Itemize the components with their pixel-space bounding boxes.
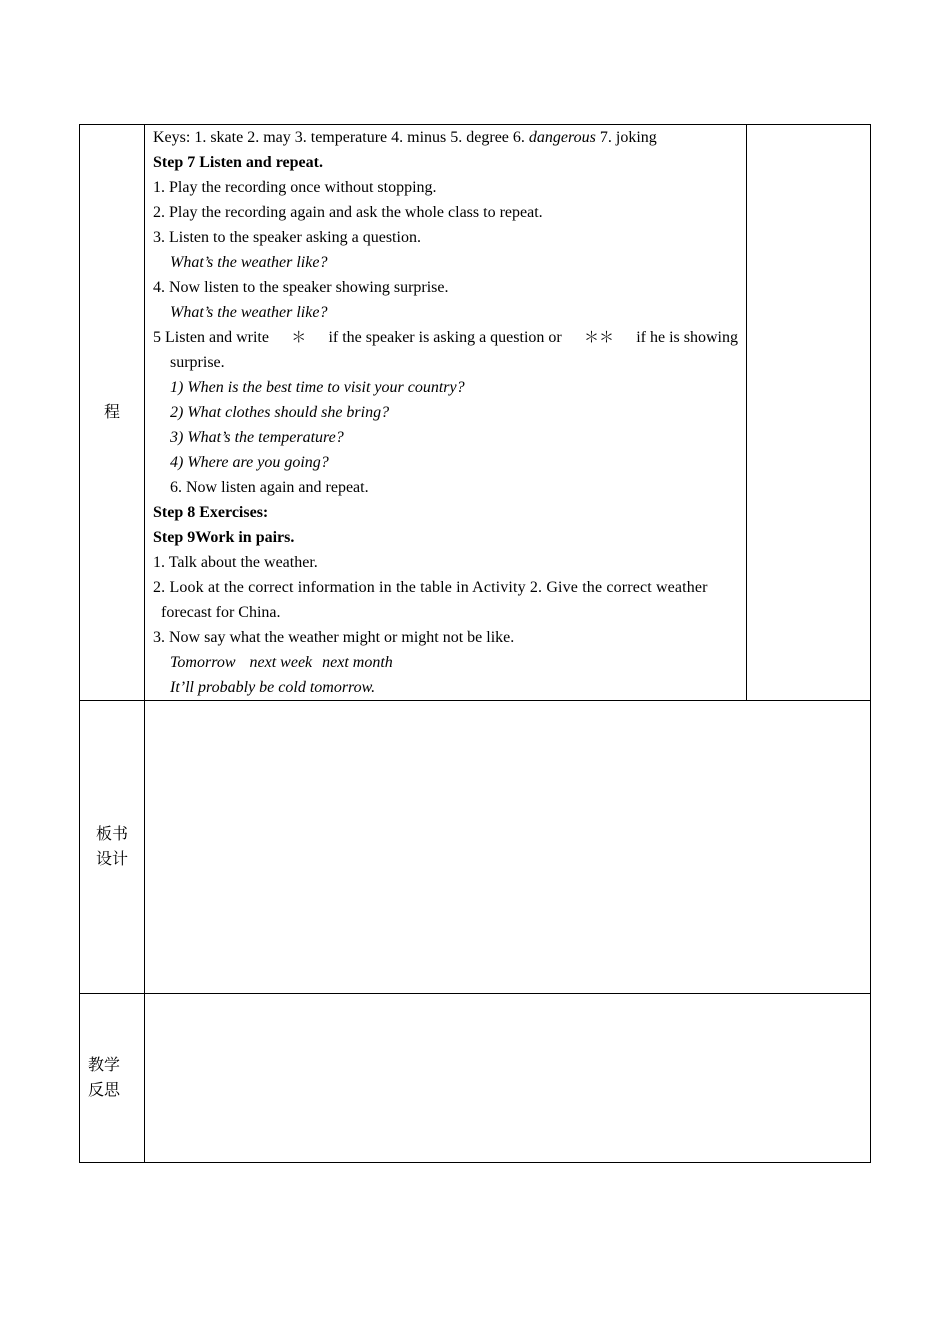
board-design-label-cell [80,701,145,994]
step7-heading: Step 7 Listen and repeat. [153,154,323,171]
question-4: 4) Where are you going? [170,454,329,471]
reflect-label-line2: 反思 [88,1082,121,1099]
lesson-plan-table [79,124,871,1163]
time-next-month: next month [322,654,393,671]
time-expressions [153,650,738,675]
step9-item-3: 3. Now say what the weather might or might not be like. [153,629,515,646]
board-design-row [80,701,871,994]
step7-item-1: 1. Play the recording once without stopping. [153,179,437,196]
step9-item-2-cont: forecast for China. [161,604,281,621]
double-star-icon: ＊＊ [583,328,614,346]
reflection-label [88,1053,120,1103]
keys-italic: dangerous [528,129,596,146]
step7-item-3-example: What’s the weather like? [170,254,328,271]
reflection-row [80,994,871,1163]
reflect-label-line1: 教学 [88,1057,121,1074]
keys-prefix: Keys: 1. skate 2. may 3. temperature 4. minus 5. degree 6. [153,129,529,146]
step7-item-5 [153,325,738,350]
process-label-cell [80,125,145,701]
step9-heading: Step 9Work in pairs. [153,529,295,546]
keys-line [153,125,738,150]
reflection-label-cell [80,994,145,1163]
example-sentence: It’ll probably be cold tomorrow. [170,679,376,696]
question-3: 3) What’s the temperature? [170,429,344,446]
reflection-content-cell [145,994,871,1163]
process-row [80,125,871,701]
step7-item-6: 6. Now listen again and repeat. [170,479,369,496]
step7-item-4: 4. Now listen to the speaker showing surprise. [153,279,449,296]
step9-item-2: 2. Look at the correct information in the table in Activity 2. Give the correct weather [153,579,708,596]
process-remarks-cell [747,125,871,701]
single-star-icon: ＊ [291,328,307,346]
time-next-week: next week [249,654,313,671]
question-1: 1) When is the best time to visit your country? [170,379,465,396]
step8-heading: Step 8 Exercises: [153,504,269,521]
board-label-line2: 设计 [95,851,128,868]
item5-part-b: if the speaker is asking a question or [328,329,562,346]
process-label: 程 [103,404,120,421]
board-design-content-cell [145,701,871,994]
keys-suffix: 7. joking [595,129,657,146]
item5-part-c: if he is showing [636,329,738,346]
step7-item-2: 2. Play the recording again and ask the whole class to repeat. [153,204,543,221]
step7-item-3: 3. Listen to the speaker asking a question. [153,229,421,246]
step7-item-4-example: What’s the weather like? [170,304,328,321]
board-label-line1: 板书 [95,826,128,843]
step9-item-1: 1. Talk about the weather. [153,554,318,571]
process-content-cell [145,125,747,701]
item5-part-a: 5 Listen and write [153,329,269,346]
board-design-label [96,822,128,872]
time-tomorrow: Tomorrow [170,654,236,671]
step7-item-5-cont: surprise. [170,354,225,371]
question-2: 2) What clothes should she bring? [170,404,390,421]
